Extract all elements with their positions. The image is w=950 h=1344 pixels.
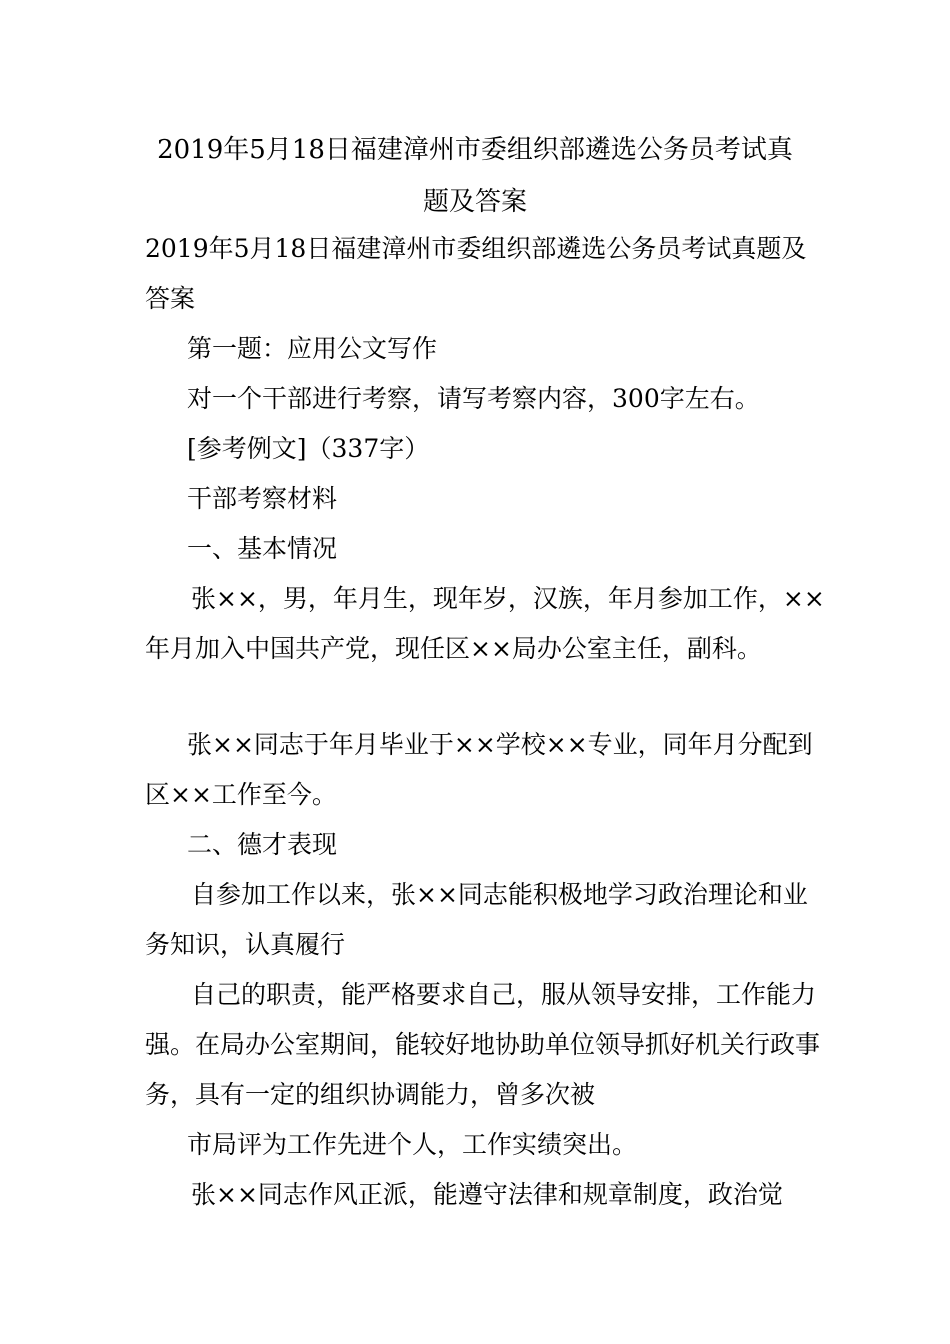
title-line-1: 2019年5月18日福建漳州市委组织部遴选公务员考试真	[157, 135, 793, 165]
section-heading-2: 二、德才表现	[187, 830, 338, 859]
question-heading: 第一题：应用公文写作	[187, 334, 438, 363]
question-prompt: 对一个干部进行考察，请写考察内容，300字左右。	[187, 384, 760, 413]
basic-info-paragraph: 张××，男，年月生，现年岁，汉族，年月参加工作，××年月加入中国共产党，现任区××局办公室主任，副科。	[145, 584, 825, 663]
title-line-2: 题及答案	[422, 187, 527, 217]
performance-paragraph-4: 张××同志作风正派，能遵守法律和规章制度，政治觉	[191, 1180, 783, 1209]
document-title	[140, 124, 810, 228]
paragraph-gap	[145, 674, 825, 720]
document-body	[145, 224, 825, 1220]
performance-paragraph-2: 自己的职责，能严格要求自己，服从领导安排，工作能力强。在局办公室期间，能较好地协助单位领导抓好机关行政事务，具有一定的组织协调能力，曾多次被	[145, 980, 821, 1109]
material-title: 干部考察材料	[187, 484, 338, 513]
performance-paragraph-3: 市局评为工作先进个人，工作实绩突出。	[187, 1130, 638, 1159]
reference-label: [参考例文]（337字）	[187, 434, 430, 463]
performance-paragraph-1: 自参加工作以来，张××同志能积极地学习政治理论和业务知识，认真履行	[145, 880, 808, 959]
section-heading-1: 一、基本情况	[187, 534, 338, 563]
education-paragraph: 张××同志于年月毕业于××学校××专业，同年月分配到区××工作至今。	[145, 730, 813, 809]
repeat-title-paragraph: 2019年5月18日福建漳州市委组织部遴选公务员考试真题及答案	[145, 234, 807, 313]
